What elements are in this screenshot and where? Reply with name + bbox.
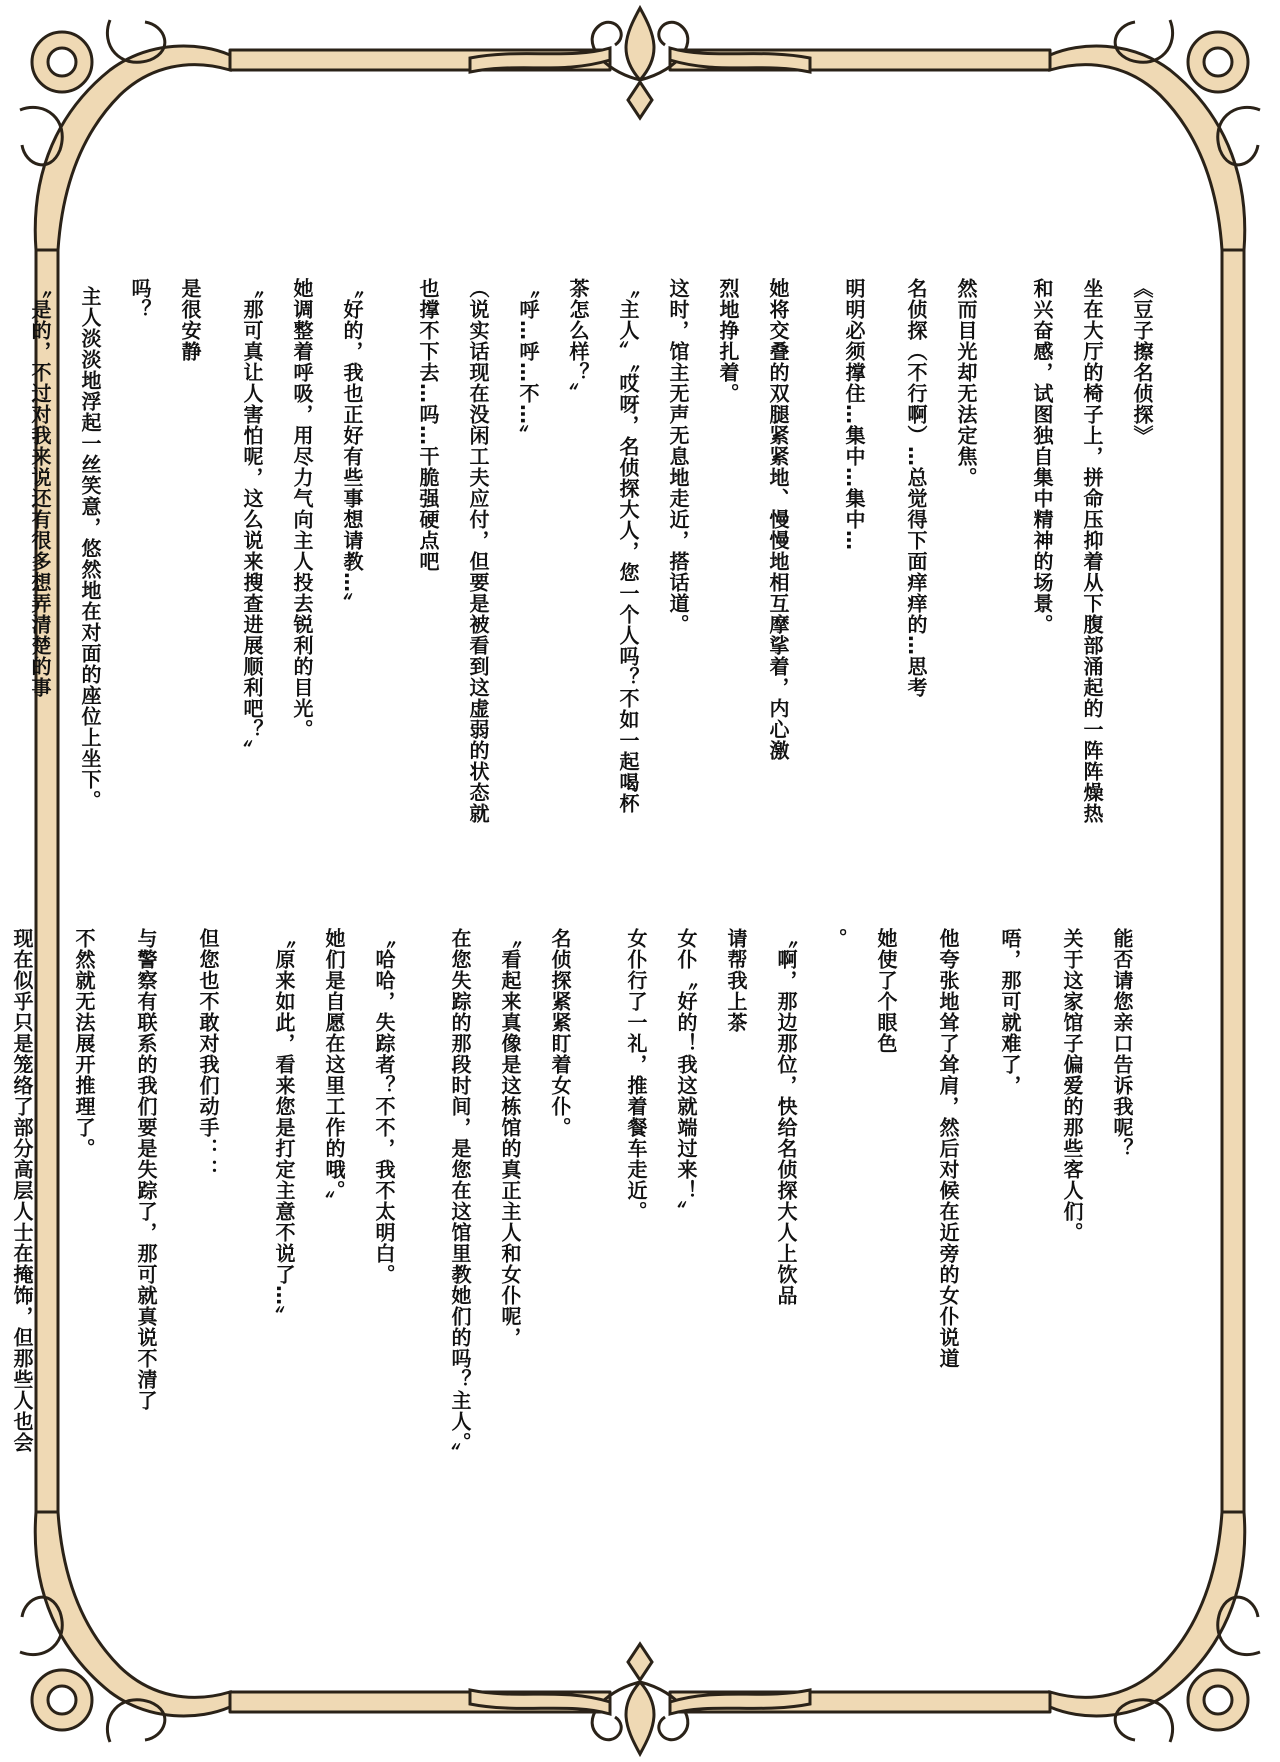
top-text-column: 〝呼…呼…不…〞 [516,278,540,446]
bottom-text-column: 〝啊，那边那位，快给名侦探大人上饮品 [774,928,798,1306]
bottom-text-column: 她们是自愿在这里工作的哦。〞 [322,928,346,1212]
bottom-text-column: 与警察有联系的我们要是失踪了，那可就真说不清了 [134,928,158,1411]
right-border-bar [1222,250,1244,1512]
bottom-text-column: 但您也不敢对我们动手：： [196,928,220,1180]
top-text-column: 坐在大厅的椅子上，拼命压抑着从下腹部涌起的一阵阵燥热 [1080,278,1104,824]
top-text-column: 〝好的，我也正好有些事想请教…〞 [340,278,364,614]
bottom-text-column: 女仆〝好的！我这就端过来！〞 [674,928,698,1222]
top-text-column: 吗？ [128,278,152,320]
bottom-text-column: 〝看起来真像是这栋馆的真正主人和女仆呢， [498,928,522,1348]
bottom-left-corner-scroll [20,1512,230,1742]
bottom-text-column: 〝原来如此，看来您是打定主意不说了…〞 [272,928,296,1327]
top-text-column: 〝主人〞〝哎呀，名侦探大人，您一个人吗？不如一起喝杯 [616,278,640,814]
top-text-column: 〝那可真让人害怕呢，这么说来搜查进展顺利吧？〞 [240,278,264,761]
bottom-text-column: 在您失踪的那段时间，是您在这馆里教她们的吗？主人。〞 [448,928,472,1464]
bottom-text-column: 他夸张地耸了耸肩，然后对候在近旁的女仆说道 [936,928,960,1369]
bottom-text-column: 〝哈哈，失踪者？不不，我不太明白。 [372,928,396,1285]
bottom-text-column: 她使了个眼色 [874,928,898,1054]
top-text-column: 明明必须撑住…集中…集中… [842,278,866,551]
top-left-corner-scroll [20,20,230,250]
top-text-column: 是很安静 [178,278,202,362]
bottom-text-column: 女仆行了一礼，推着餐车走近。 [624,928,648,1222]
top-text-column: （说实话现在没闲工夫应付，但要是被看到这虚弱的状态就 [466,278,490,824]
top-text-column: 〝是的，不过对我来说还有很多想弄清楚的事 [28,278,52,698]
top-text-column: 和兴奋感，试图独自集中精神的场景。 [1030,278,1054,635]
bottom-text-column: 请帮我上茶 [724,928,748,1033]
top-right-corner-scroll [1050,20,1260,250]
bottom-text-column: 能否请您亲口告诉我呢？ [1110,928,1134,1159]
bottom-text-column: 。 [824,928,848,949]
top-text-column: 茶怎么样？〞 [566,278,590,404]
top-text-column: 她将交叠的双腿紧紧地、慢慢地相互摩挲着，内心激 [766,278,790,761]
top-text-column: 烈地挣扎着。 [716,278,740,404]
bottom-text-column: 不然就无法展开推理了。 [72,928,96,1159]
bottom-center-fleur-ornament [470,1644,810,1754]
top-text-column: 主人淡淡地浮起一丝笑意，悠然地在对面的座位上坐下。 [78,286,102,811]
bottom-right-corner-scroll [1050,1512,1260,1742]
top-text-panel [28,278,1160,878]
bottom-text-column: 现在似乎只是笼络了部分高层人士在掩饰，但那些人也会 [10,928,34,1453]
top-text-column: 然而目光却无法定焦。 [954,278,978,488]
bottom-text-column: 关于这家馆子偏爱的那些客人们。 [1060,928,1084,1243]
top-text-column: 也撑不下去…吗…干脆强硬点吧 [416,278,440,572]
top-text-column: 这时，馆主无声无息地走近，搭话道。 [666,278,690,635]
top-text-column: 《豆子擦名侦探》 [1130,278,1154,446]
bottom-text-panel [10,928,1140,1488]
top-text-column: 她调整着呼吸，用尽力气向主人投去锐利的目光。 [290,278,314,740]
bottom-text-column: 名侦探紧紧盯着女仆。 [548,928,572,1138]
top-text-column: 名侦探（不行啊）…总觉得下面痒痒的…思考 [904,278,928,698]
top-center-fleur-ornament [470,8,810,118]
bottom-text-column: 唔，那可就难了， [998,928,1022,1096]
